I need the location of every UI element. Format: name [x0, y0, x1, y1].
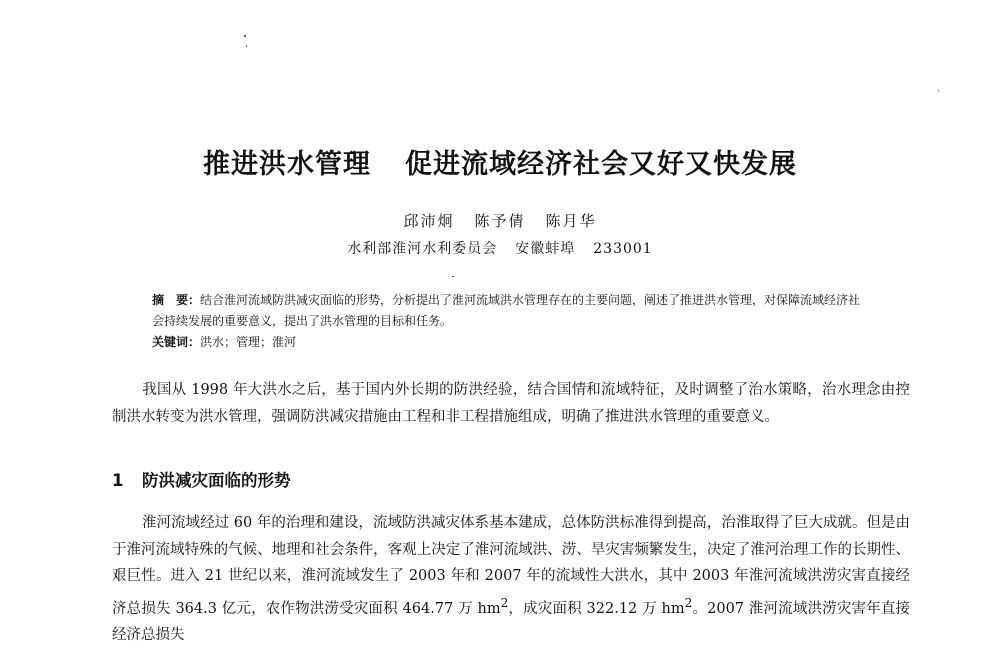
title-part-2: 促进流域经济社会又好又快发展 — [405, 149, 797, 180]
scan-speck — [246, 45, 247, 47]
intro-paragraph — [112, 377, 910, 430]
scan-speck — [244, 35, 246, 37]
affiliation-location: 安徽蚌埠 — [515, 241, 576, 257]
affiliation-org: 水利部淮河水利委员会 — [347, 241, 498, 257]
keywords — [152, 332, 872, 353]
scan-speck — [452, 276, 454, 277]
section-title: 防洪减灾面临的形势 — [142, 471, 291, 490]
keywords-label: 关键词： — [152, 335, 201, 349]
section-text-b: ，成灾面积 322.12 万 hm — [508, 600, 685, 617]
affiliation — [0, 238, 1000, 258]
keywords-text: 洪水；管理；淮河 — [200, 335, 297, 349]
author: 陈予倩 — [474, 212, 526, 230]
superscript: 2 — [500, 595, 509, 610]
abstract-label: 摘 要： — [152, 293, 201, 307]
abstract-block — [152, 290, 872, 353]
section-text-c: 。2007 淮河流域洪涝灾害年直接经济总损失 — [112, 600, 910, 643]
paper-title — [0, 142, 1000, 181]
section-heading — [112, 467, 291, 491]
author-list — [0, 210, 1000, 231]
title-part-1: 推进洪水管理 — [203, 149, 371, 180]
intro-text: 我国从 1998 年大洪水之后，基于国内外长期的防洪经验，结合国情和流域特征，及时调整了治水策略，治水理念由控制洪水转变为洪水管理，强调防洪减灾措施由工程和非工程措施组成，明确了推进洪水管理的重要意义。 — [112, 382, 910, 425]
superscript: 2 — [684, 595, 693, 610]
abstract — [152, 290, 872, 332]
section-number: 1 — [112, 471, 124, 490]
abstract-text: 结合淮河流域防洪减灾面临的形势，分析提出了淮河流域洪水管理存在的主要问题，阐述了推进洪水管理，对保障流域经济社会持续发展的重要意义，提出了洪水管理的目标和任务。 — [152, 293, 861, 328]
section-text-a: 淮河流域经过 60 年的治理和建设，流域防洪减灾体系基本建成，总体防洪标准得到提高，治淮取得了巨大成就。但是由于淮河流域特殊的气候、地理和社会条件，客观上决定了淮河流域洪、涝、旱灾害频繁发生，决定了淮河治理工作的长期性、艰巨性。进入 21 世纪以来，淮河流域发生了 2003 年和 2007 年的流域性大洪水，其中 2003 年淮河流域洪涝灾害直接经济总损失 364.3 亿元，农作物洪涝受灾面积 464.77 万 hm — [112, 515, 910, 617]
scan-speck — [938, 90, 939, 91]
author: 邱沛炯 — [403, 212, 455, 230]
author: 陈月华 — [545, 212, 597, 230]
affiliation-postcode: 233001 — [593, 241, 653, 257]
section-paragraph — [112, 510, 910, 648]
